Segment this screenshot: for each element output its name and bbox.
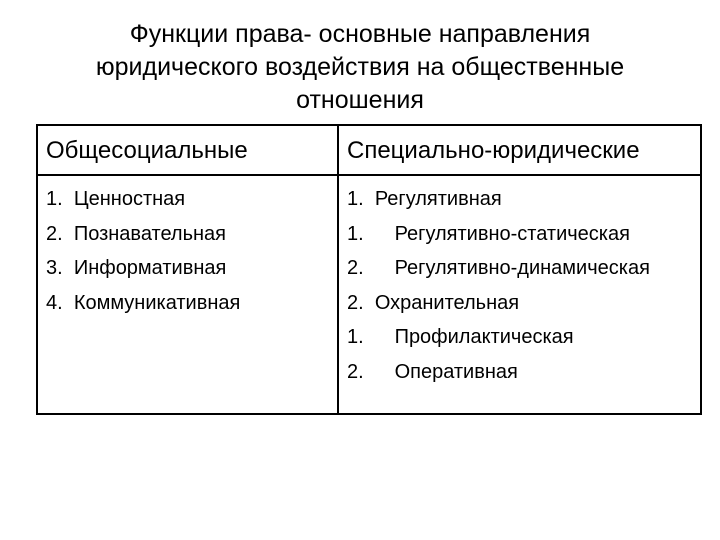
list-item	[46, 217, 240, 252]
list-item	[46, 182, 240, 217]
item-number: 2.	[46, 222, 69, 245]
functions-table	[36, 124, 702, 415]
list-subitem	[347, 217, 650, 252]
item-text: Охранительная	[374, 291, 520, 314]
list-subitem	[347, 251, 650, 286]
item-text: Информативная	[73, 257, 227, 279]
title-line-1: Функции права- основные направления	[129, 20, 591, 48]
title-line-2: юридического воздействия на общественные	[95, 53, 625, 81]
slide-title	[40, 18, 680, 117]
item-text: Регулятивно-динамическая	[394, 257, 650, 279]
header-general-social: Общесоциальные	[46, 137, 248, 164]
item-number: 2.	[347, 291, 370, 314]
list-subitem	[347, 320, 650, 355]
item-number: 1.	[347, 188, 370, 210]
list-subitem	[347, 355, 650, 390]
item-number: 1.	[46, 188, 69, 210]
list-item	[347, 182, 650, 217]
item-number: 3.	[46, 257, 69, 279]
header-divider	[38, 174, 700, 176]
item-text: Оперативная	[394, 360, 518, 383]
item-number: 2.	[347, 360, 364, 383]
list-item	[46, 251, 240, 286]
column-divider	[337, 126, 339, 413]
special-legal-list	[347, 182, 650, 389]
list-item	[46, 286, 240, 321]
item-number: 1.	[347, 326, 364, 348]
item-number: 4.	[46, 291, 69, 314]
item-text: Познавательная	[73, 222, 226, 245]
title-line-3: отношения	[296, 86, 424, 114]
item-number: 2.	[347, 257, 364, 279]
item-text: Коммуникативная	[73, 291, 241, 314]
item-text: Регулятивно-статическая	[394, 222, 630, 245]
item-text: Ценностная	[73, 188, 186, 210]
general-social-list	[46, 182, 240, 320]
item-text: Регулятивная	[374, 188, 502, 210]
item-number: 1.	[347, 222, 364, 245]
item-text: Профилактическая	[394, 326, 574, 348]
header-special-legal: Специально-юридические	[347, 137, 640, 164]
list-item	[347, 286, 650, 321]
